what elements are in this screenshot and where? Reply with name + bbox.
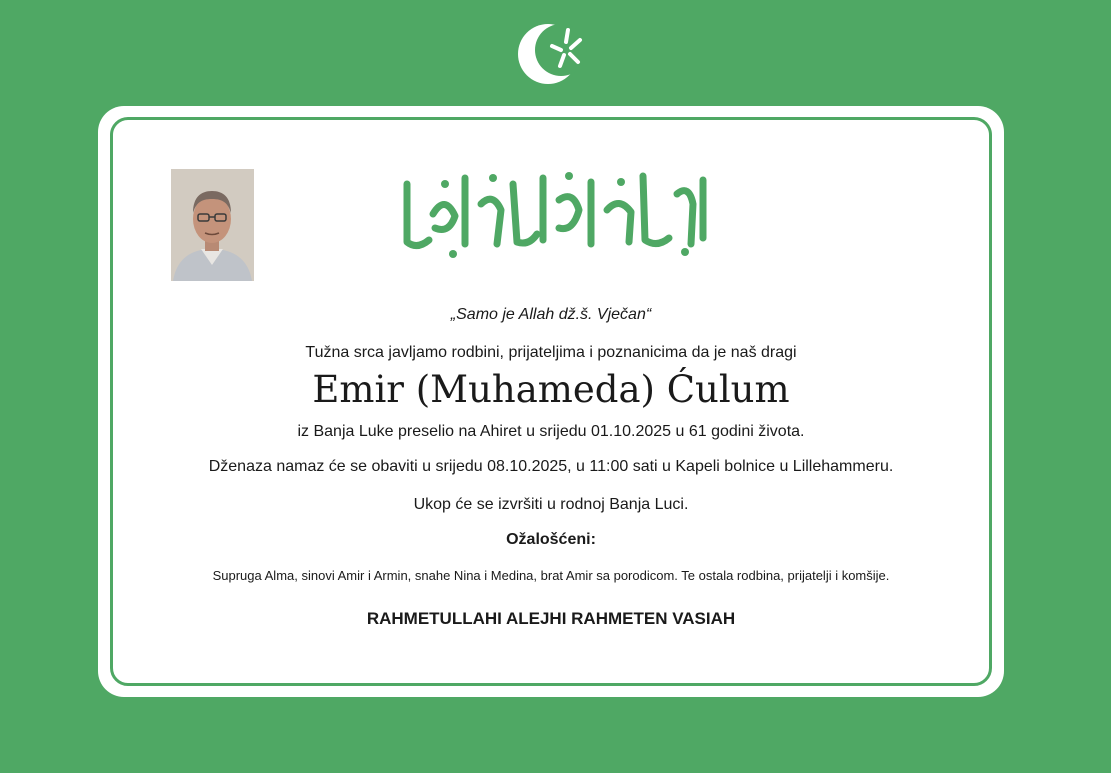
notice-card [98,106,1004,697]
closing-phrase: RAHMETULLAHI ALEJHI RAHMETEN VASIAH [366,609,736,628]
portrait-photo [171,169,254,281]
death-line: iz Banja Luke preselio na Ahiret u srijedu 01.10.2025 u 61 godini života. [297,423,805,440]
quote: „Samo je Allah dž.š. Vječan“ [450,306,652,323]
prayer-line: Dženaza namaz će se obaviti u srijedu 08.10.2025, u 11:00 sati u Kapeli bolnice u Lillehammeru. [208,458,894,475]
crescent-star-icon [508,10,596,98]
mourners-list: Supruga Alma, sinovi Amir i Armin, snahe Nina i Medina, brat Amir sa porodicom. Te ostala rodbina, prijatelji i komšije. [212,568,890,583]
deceased-name: Emir (Muhameda) Ćulum [312,368,790,411]
mourners-title: Ožalošćeni: [506,531,596,548]
burial-line: Ukop će se izvršiti u rodnoj Banja Luci. [413,496,689,513]
announcement: Tužna srca javljamo rodbini, prijateljima i poznanicima da je naš dragi [305,344,797,361]
arabic-calligraphy-image [393,154,713,264]
